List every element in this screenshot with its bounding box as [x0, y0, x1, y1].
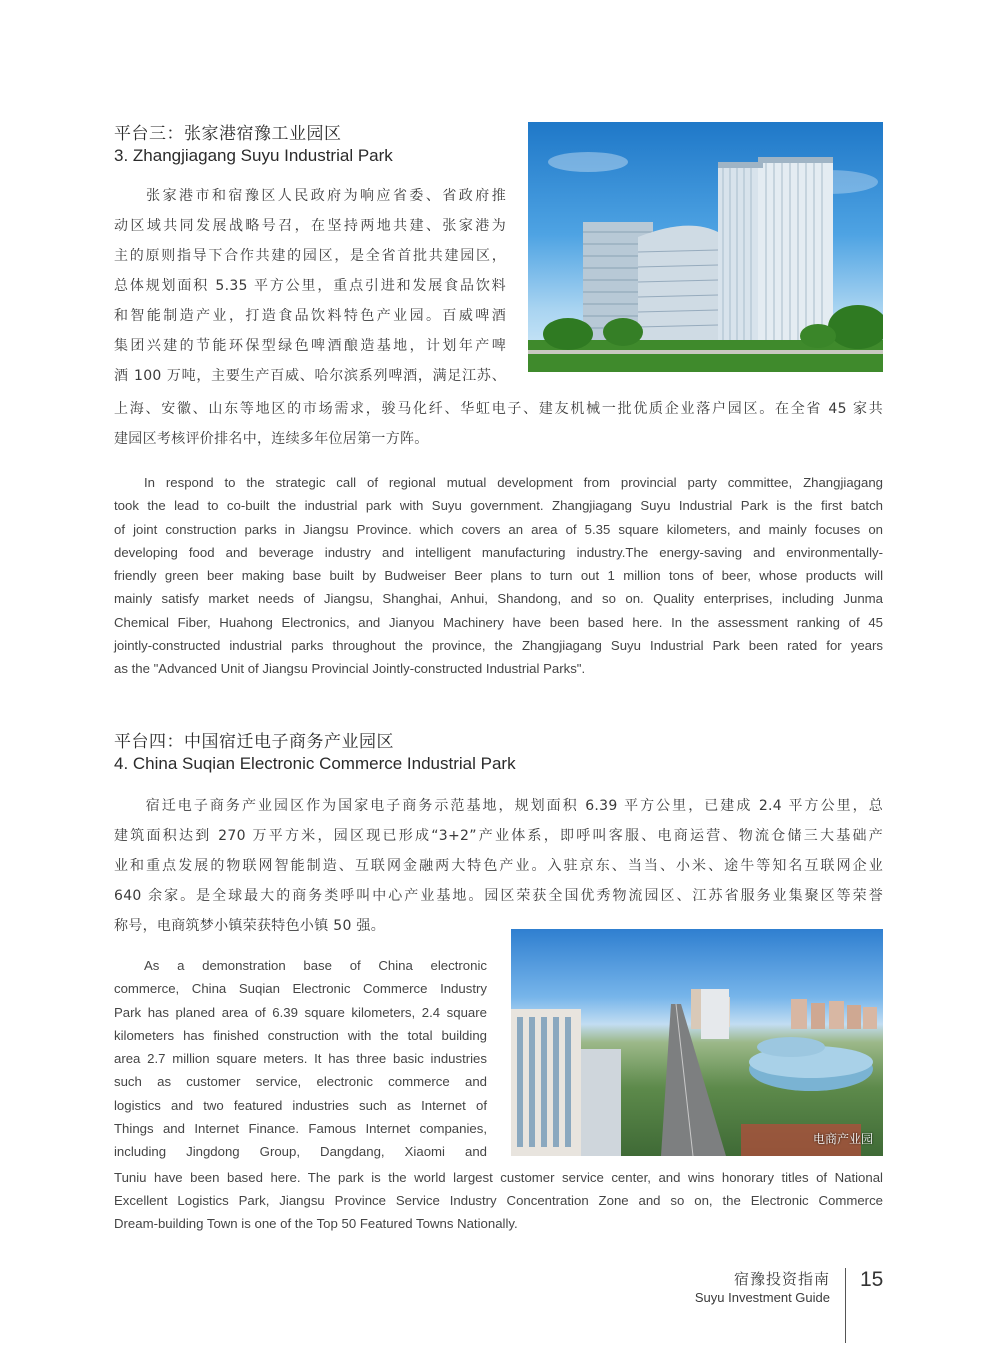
section4-en-line: kilometers has finished construction with the total building	[114, 1027, 487, 1043]
section4-en-line: such as customer service, electronic commerce and	[114, 1074, 487, 1090]
section3-cn-line: 集团兴建的节能环保型绿色啤酒酿造基地，计划年产啤	[114, 338, 506, 354]
section4-en-line: commerce, China Suqian Electronic Commerce Industry	[114, 981, 487, 997]
section3-cn-line: 动区域共同发展战略号召，在坚持两地共建、张家港为	[114, 218, 506, 234]
section4-en-line: including Jingdong Group, Dangdang, Xiaomi and	[114, 1144, 487, 1160]
section3-en-line: took the lead to co-built the industrial park with Suyu government. Zhangjiagang Suyu Industrial Park is the first batch	[114, 498, 883, 514]
section4-cn-line: 建筑面积达到 270 万平方米，园区现已形成“3+2”产业体系，即呼叫客服、电商运营、物流仓储三大基础产	[114, 828, 883, 844]
section4-en-line: Excellent Logistics Park, Jiangsu Province Service Industry Concentration Zone and so on, the Electronic Commerce	[114, 1192, 883, 1208]
section3-en-line: jointly-constructed industrial parks throughout the province, the Zhangjiagang Suyu Industrial Park been rated for years	[114, 638, 883, 654]
section3-cn-paragraph-top	[114, 181, 506, 391]
section3-en-line: Chemical Fiber, Huahong Electronics, and Jianyou Machinery have been based here. In the assessment ranking of 45	[114, 614, 883, 630]
section4-en-line: logistics and two featured industries such as Internet of	[114, 1097, 487, 1113]
photo-caption: 电商产业园	[812, 1132, 873, 1146]
section4-en-line: Park has planed area of 6.39 square kilometers, 2.4 square	[114, 1004, 487, 1020]
section4-cn-paragraph	[114, 791, 883, 941]
section4-title-cn: 平台四：中国宿迁电子商务产业园区	[114, 732, 394, 752]
section4-en-line: Things and Internet Finance. Famous Internet companies,	[114, 1121, 487, 1137]
section4-en-line: Dream-building Town is one of the Top 50 Featured Towns Nationally.	[114, 1216, 518, 1232]
section3-cn-line: 建园区考核评价排名中，连续多年位居第一方阵。	[114, 431, 429, 447]
section3-title-cn: 平台三：张家港宿豫工业园区	[114, 124, 342, 144]
ecommerce-park-photo	[511, 929, 883, 1156]
section3-cn-line: 上海、安徽、山东等地区的市场需求，骏马化纤、华虹电子、建友机械一批优质企业落户园区。在全省 45 家共	[114, 401, 883, 417]
section4-en-line: As a demonstration base of China electronic	[144, 958, 487, 973]
section3-en-line: In respond to the strategic call of regional mutual development from provincial party committee, Zhangjiagang	[144, 475, 883, 490]
section3-en-line: of joint construction parks in Jiangsu Province. which covers an area of 5.35 square kilometers, and mainly focuses on	[114, 521, 883, 537]
section3-en-line: developing food and beverage industry and intelligent manufacturing industry.The energy-saving and environmentally-	[114, 544, 883, 560]
ecommerce-park-illustration	[511, 929, 883, 1156]
section3-title-en: 3. Zhangjiagang Suyu Industrial Park	[114, 146, 393, 165]
office-towers-photo	[528, 122, 883, 372]
footer-guide-title-en: Suyu Investment Guide	[694, 1290, 830, 1305]
section4-title-en: 4. China Suqian Electronic Commerce Industrial Park	[114, 754, 516, 773]
section3-en-line: mainly satisfy market needs of Jiangsu, Shanghai, Anhui, Shandong, and so on. Quality enterprises, including Junma	[114, 591, 883, 607]
section4-cn-line: 业和重点发展的物联网智能制造、互联网金融两大特色产业。入驻京东、当当、小米、途牛等知名互联网企业	[114, 858, 883, 874]
section4-cn-line: 宿迁电子商务产业园区作为国家电子商务示范基地，规划面积 6.39 平方公里，已建成 2.4 平方公里，总	[144, 798, 883, 814]
section4-cn-line: 640 余家。是全球最大的商务类呼叫中心产业基地。园区荣获全国优秀物流园区、江苏省服务业集聚区等荣誉	[114, 888, 883, 904]
footer-divider	[845, 1268, 846, 1343]
section3-cn-paragraph-bottom	[114, 394, 883, 454]
section3-en-line: as the "Advanced Unit of Jiangsu Provincial Jointly-constructed Industrial Parks".	[114, 661, 586, 677]
office-towers-illustration	[528, 122, 883, 372]
section4-en-line: Tuniu have been based here. The park is the world largest customer service center, and wins honorary titles of National	[114, 1169, 883, 1185]
section3-cn-line: 张家港市和宿豫区人民政府为响应省委、省政府推	[144, 188, 506, 204]
section3-cn-line: 主的原则指导下合作共建的园区，是全省首批共建园区，	[114, 248, 506, 264]
section3-cn-line: 和智能制造产业，打造食品饮料特色产业园。百威啤酒	[114, 308, 506, 324]
section4-en-paragraph-top	[114, 954, 487, 1164]
section3-en-line: friendly green beer making base built by Budweiser Beer plans to turn out 1 million tons of beer, whose products will	[114, 568, 883, 584]
section3-cn-line: 总体规划面积 5.35 平方公里，重点引进和发展食品饮料	[114, 278, 506, 294]
page-number: 15	[860, 1268, 884, 1291]
section3-cn-line: 酒 100 万吨，主要生产百威、哈尔滨系列啤酒，满足江苏、	[114, 368, 506, 384]
section4-en-line: area 2.7 million square meters. It has three basic industries	[114, 1051, 487, 1067]
section4-en-paragraph-bottom	[114, 1166, 883, 1236]
section3-en-paragraph	[114, 471, 883, 681]
section4-cn-line: 称号，电商筑梦小镇荣获特色小镇 50 强。	[114, 918, 386, 934]
footer-guide-title-cn: 宿豫投资指南	[733, 1270, 830, 1288]
